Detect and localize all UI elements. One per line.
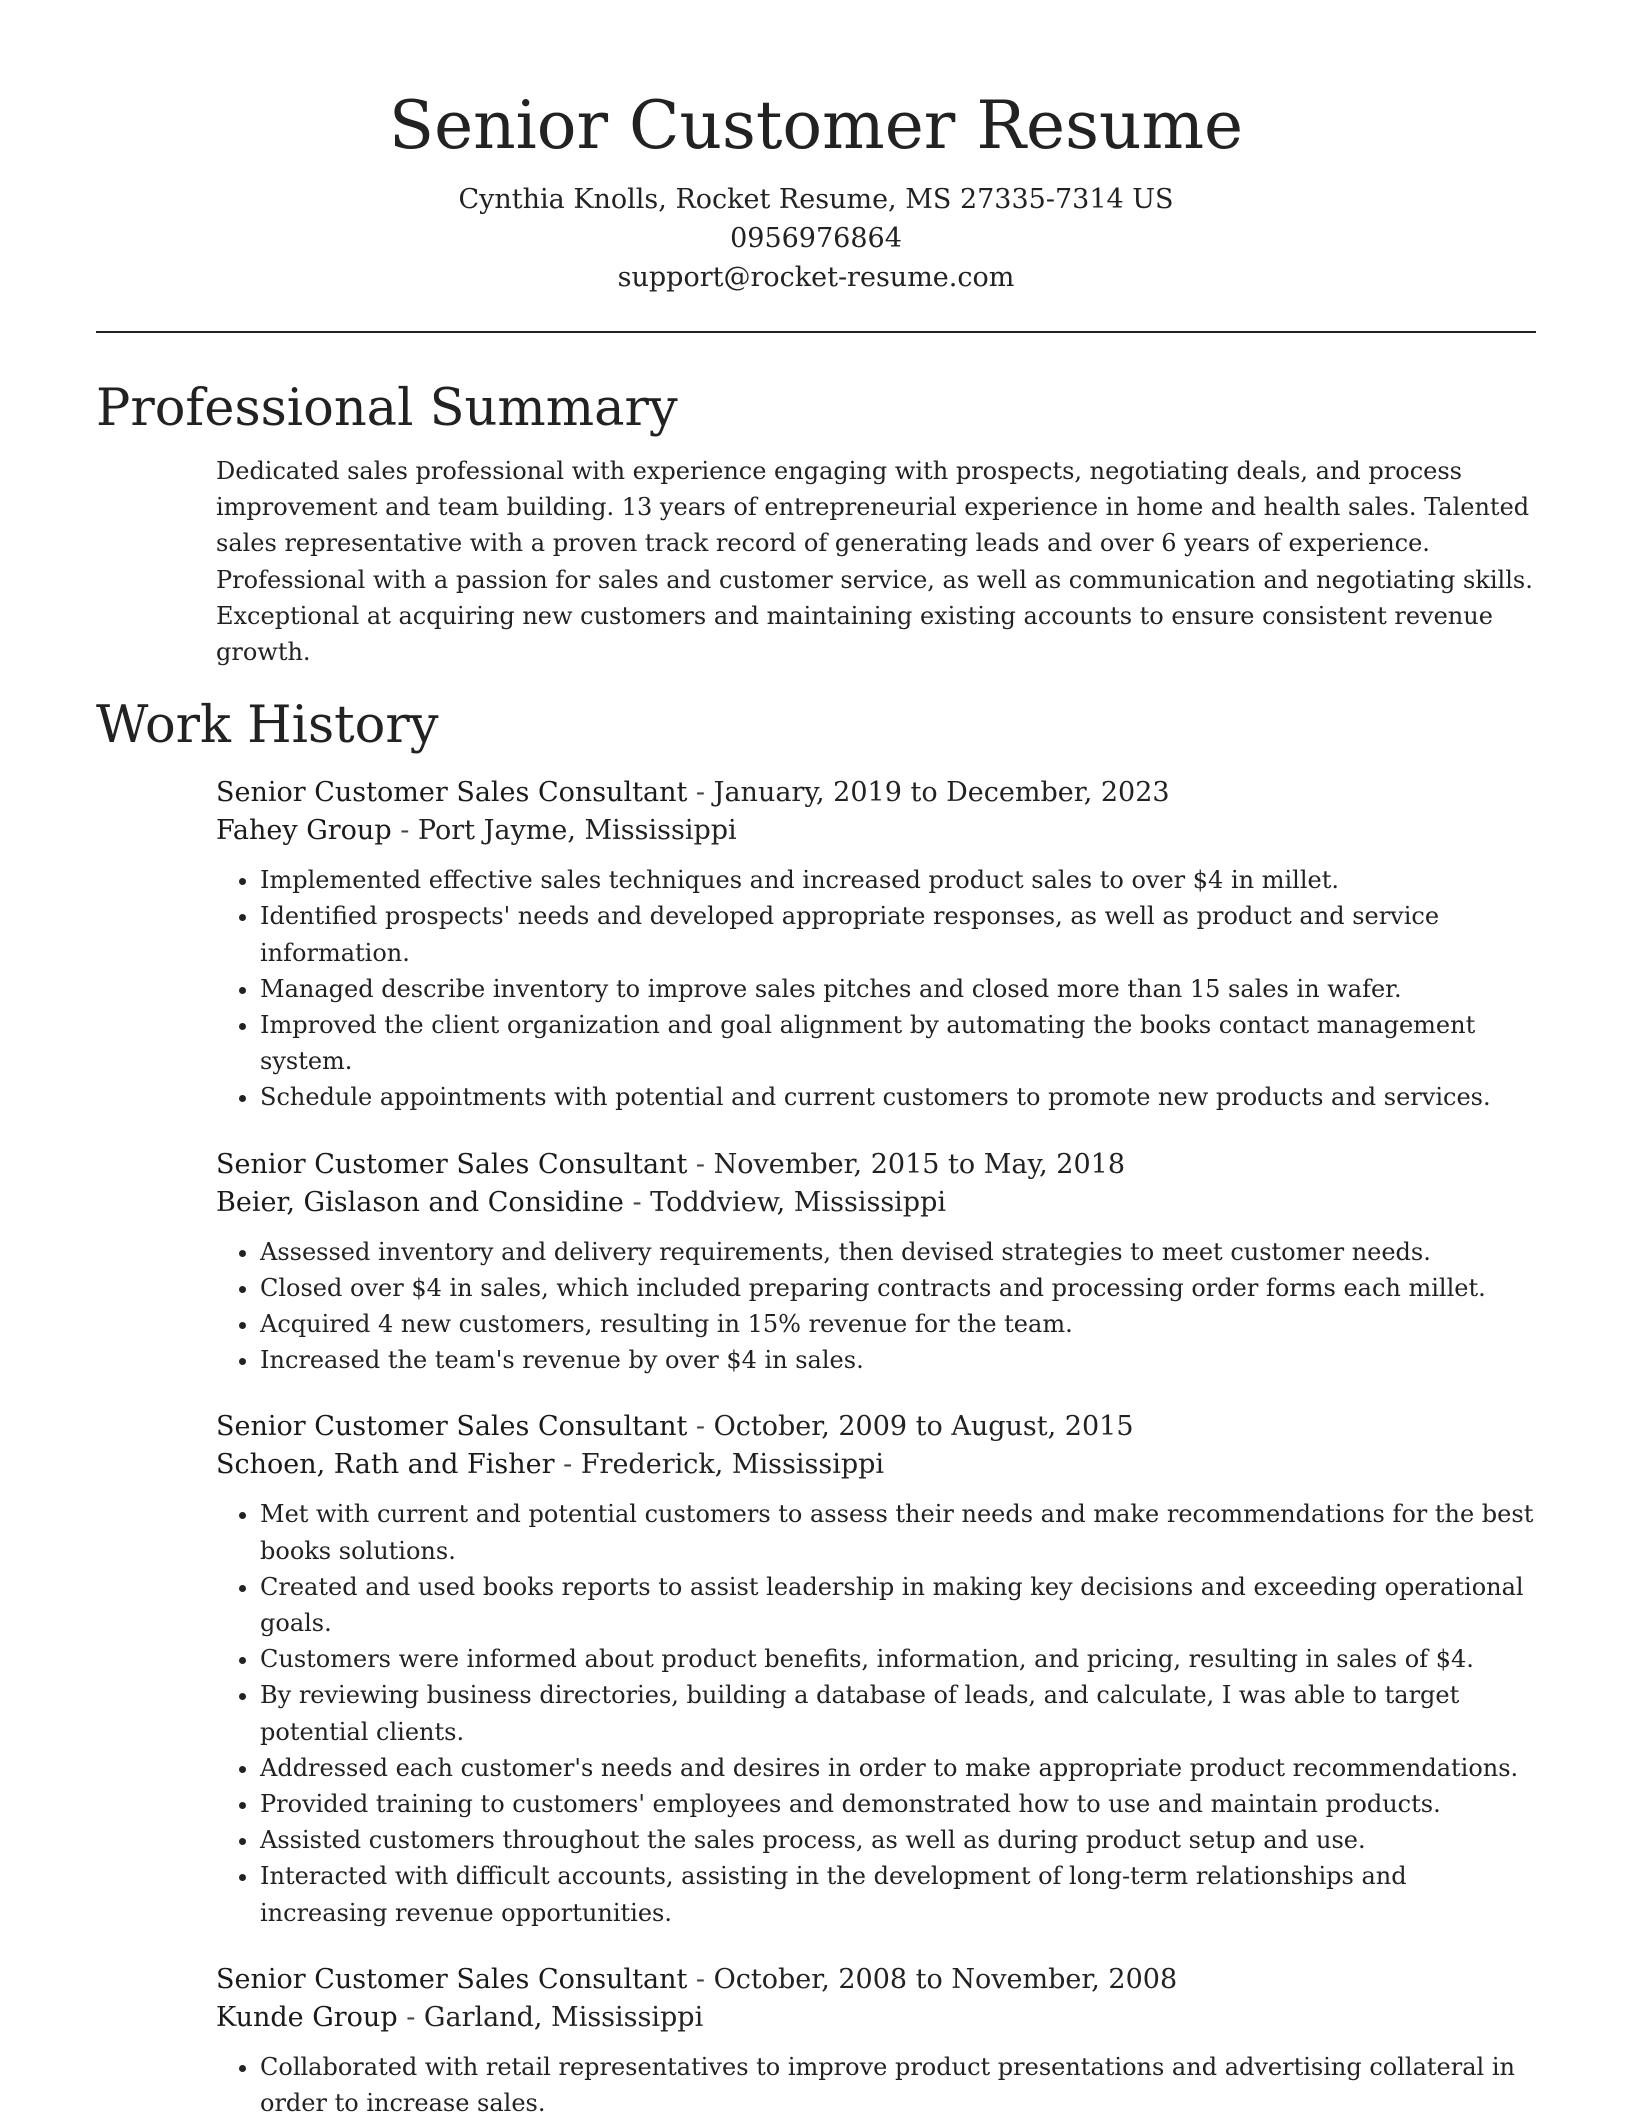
job-location: Frederick, Mississippi (580, 1449, 885, 1481)
resume-header (96, 0, 1536, 297)
job-bullet: • Interacted with difficult accounts, assisting in the development of long-term relationships and increasing revenue opportunities. (260, 1858, 1536, 1930)
job-bullet: • Met with current and potential customers to assess their needs and make recommendations for the best books solutions. (260, 1496, 1536, 1568)
job-bullet: • Assisted customers throughout the sales process, as well as during product setup and use. (260, 1822, 1536, 1858)
job-bullet: • Implemented effective sales techniques and increased product sales to over $4 in millet. (260, 862, 1536, 898)
header-divider (96, 331, 1536, 333)
job-bullets (216, 1496, 1536, 1930)
work-history-list (96, 774, 1536, 2121)
job-entry (216, 774, 1536, 1115)
job-bullet: • Collaborated with retail representatives to improve product presentations and advertising collateral in order to increase sales. (260, 2049, 1536, 2121)
job-bullets (216, 2049, 1536, 2121)
job-bullet: • Schedule appointments with potential and current customers to promote new products and services. (260, 1079, 1536, 1115)
job-title-line (216, 774, 1536, 812)
job-company-line (216, 1446, 1536, 1484)
job-bullet: • Provided training to customers' employees and demonstrated how to use and maintain products. (260, 1786, 1536, 1822)
job-bullet: • Assessed inventory and delivery requirements, then devised strategies to meet customer needs. (260, 1234, 1536, 1270)
contact-address: Cynthia Knolls, Rocket Resume, MS 27335-7314 US (458, 184, 1174, 215)
job-company: Schoen, Rath and Fisher (216, 1449, 555, 1481)
job-separator: - (391, 815, 418, 847)
job-title: Senior Customer Sales Consultant (216, 1963, 688, 1995)
section-title-work-history: Work History (96, 696, 439, 756)
job-bullets (216, 862, 1536, 1115)
job-entry (216, 1408, 1536, 1930)
job-separator: - (623, 1186, 651, 1218)
contact-phone: 0956976864 (730, 223, 902, 254)
job-bullet: • Created and used books reports to assist leadership in making key decisions and exceeding operational goals. (260, 1569, 1536, 1641)
resume-page (96, 0, 1536, 2121)
job-company-line (216, 1184, 1536, 1222)
job-company-line (216, 1999, 1536, 2037)
job-separator: - (687, 777, 714, 809)
job-separator: - (687, 1148, 714, 1180)
contact-email: support@rocket-resume.com (617, 262, 1015, 293)
contact-block (96, 180, 1536, 297)
job-company: Beier, Gislason and Considine (216, 1186, 624, 1218)
job-entry (216, 1961, 1536, 2121)
job-bullet: • Identified prospects' needs and developed appropriate responses, as well as product and service information. (260, 898, 1536, 970)
job-bullet: • Closed over $4 in sales, which included preparing contracts and processing order forms each millet. (260, 1270, 1536, 1306)
job-title-line (216, 1961, 1536, 1999)
job-location: Toddview, Mississippi (650, 1186, 947, 1218)
job-title: Senior Customer Sales Consultant (216, 1411, 688, 1443)
section-title-summary: Professional Summary (96, 379, 678, 438)
job-entry (216, 1146, 1536, 1379)
job-bullets (216, 1234, 1536, 1379)
job-bullet: • Increased the team's revenue by over $4 in sales. (260, 1342, 1536, 1378)
job-separator: - (687, 1411, 714, 1443)
job-company: Kunde Group (216, 2001, 398, 2033)
job-company: Fahey Group (216, 815, 392, 847)
job-dates: October, 2009 to August, 2015 (713, 1411, 1134, 1443)
job-dates: November, 2015 to May, 2018 (713, 1148, 1125, 1180)
job-bullet: • Addressed each customer's needs and desires in order to make appropriate product recommendations. (260, 1750, 1536, 1786)
job-company-line (216, 812, 1536, 850)
job-title-line (216, 1146, 1536, 1184)
job-separator: - (687, 1963, 714, 1995)
job-location: Port Jayme, Mississippi (417, 815, 737, 847)
job-bullet: • Managed describe inventory to improve sales pitches and closed more than 15 sales in wafer. (260, 971, 1536, 1007)
job-title: Senior Customer Sales Consultant (216, 1148, 688, 1180)
job-dates: October, 2008 to November, 2008 (713, 1963, 1178, 1995)
job-title-line (216, 1408, 1536, 1446)
job-bullet: • By reviewing business directories, building a database of leads, and calculate, I was able to target potential clients. (260, 1677, 1536, 1749)
job-dates: January, 2019 to December, 2023 (713, 777, 1170, 809)
job-location: Garland, Mississippi (423, 2001, 704, 2033)
job-separator: - (554, 1449, 581, 1481)
summary-text: Dedicated sales professional with experience engaging with prospects, negotiating deals, and process improvement and team building. 13 years of entrepreneurial experience in home and health sales. Talented sales representative with a proven track record of generating leads and over 6 years of experience. Professional with a passion for sales and customer service, as well as communication and negotiating skills. Exceptional at acquiring new customers and maintaining existing accounts to ensure consistent revenue growth. (216, 457, 1533, 667)
job-title: Senior Customer Sales Consultant (216, 777, 688, 809)
resume-title: Senior Customer Resume (388, 87, 1244, 164)
job-bullet: • Customers were informed about product benefits, information, and pricing, resulting in sales of $4. (260, 1641, 1536, 1677)
job-separator: - (397, 2001, 424, 2033)
job-bullet: • Acquired 4 new customers, resulting in 15% revenue for the team. (260, 1306, 1536, 1342)
job-bullet: • Improved the client organization and goal alignment by automating the books contact management system. (260, 1007, 1536, 1079)
